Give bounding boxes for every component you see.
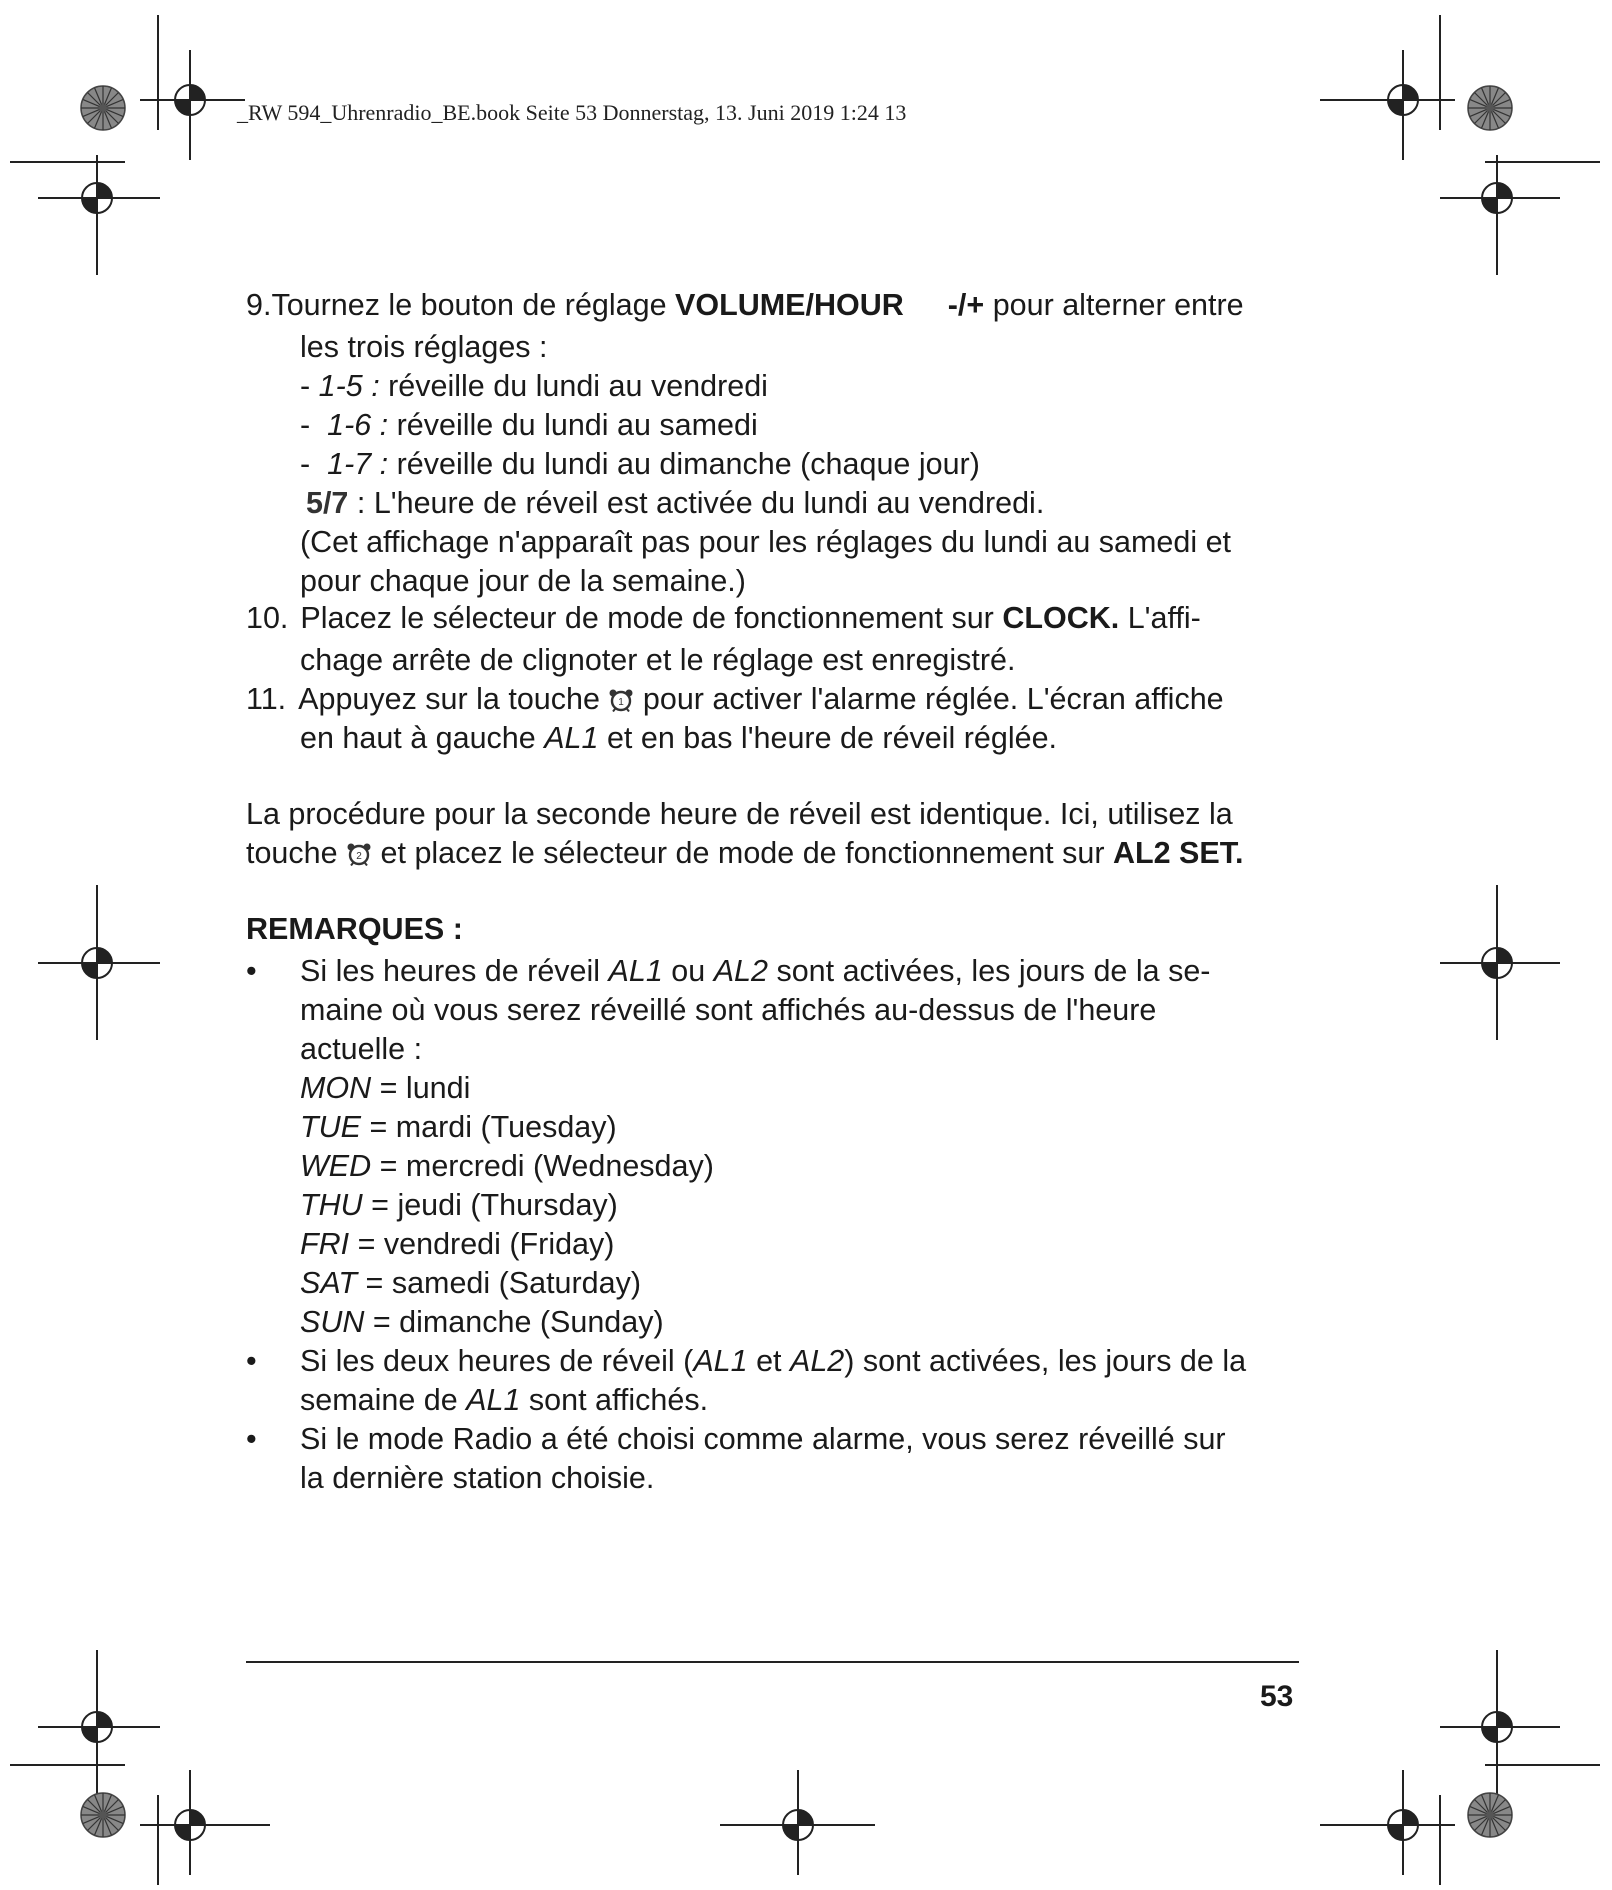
step-11-line-2: en haut à gauche AL1 et en bas l'heure de réveil réglée. [300,721,1058,755]
day-thu: THU = jeudi (Thursday) [300,1188,618,1222]
registration-mark-bottom-center [783,1810,813,1840]
step-10-line-1: 10. Placez le sélecteur de mode de fonctionnement sur CLOCK. L'affi- [246,601,1201,635]
alarm-2-icon [346,842,372,866]
day-sat: SAT = samedi (Saturday) [300,1266,642,1300]
step-number: 11. [246,682,287,716]
registration-mark-right-lower [1482,1712,1512,1742]
footer-rule [246,1661,1299,1663]
registration-mark-right-middle [1482,948,1512,978]
remark-2-line-1: Si les deux heures de réveil (AL1 et AL2) sont activées, les jours de la [300,1344,1247,1378]
step-number: 9. [246,288,272,322]
day-tue: TUE = mardi (Tuesday) [300,1110,617,1144]
svg-text:1: 1 [618,697,625,708]
step-9-note-2: pour chaque jour de la semaine.) [300,564,746,598]
remark-1-line-1: Si les heures de réveil AL1 ou AL2 sont activées, les jours de la se- [300,954,1211,988]
remark-3-line-2: la dernière station choisie. [300,1461,655,1495]
display-symbol: 5/7 [306,486,349,520]
step-9-note-1: (Cet affichage n'apparaît pas pour les réglages du lundi au samedi et [300,525,1232,559]
remark-1-line-3: actuelle : [300,1032,423,1066]
registration-mark-left-middle [82,948,112,978]
step-10-line-2: chage arrête de clignoter et le réglage est enregistré. [300,643,1016,677]
step-11-line-1: 11. Appuyez sur la touche 1 pour activer l'alarme réglée. L'écran affiche [246,682,1224,716]
step-9-line-2: les trois réglages : [300,330,548,364]
registration-mark-bottom-left [175,1810,205,1840]
registration-mark-bottom-right [1388,1810,1418,1840]
bullet: • [246,1344,257,1378]
svg-text:2: 2 [356,851,362,862]
star-mark-top-right [1468,86,1512,130]
remark-3-line-1: Si le mode Radio a été choisi comme alarme, vous serez réveillé sur [300,1422,1226,1456]
day-fri: FRI = vendredi (Friday) [300,1227,615,1261]
second-alarm-line-2: touche 2 et placez le sélecteur de mode de fonctionnement sur AL2 SET. [246,836,1244,870]
option-1-6: - 1-6 : réveille du lundi au samedi [300,408,758,442]
step-9-line-1: 9.Tournez le bouton de réglage VOLUME/HOUR -/+ pour alterner entre [246,288,1244,322]
star-mark-bottom-right [1468,1793,1512,1837]
page-number: 53 [1260,1680,1294,1713]
remark-2-line-2: semaine de AL1 sont affichés. [300,1383,709,1417]
step-number: 10. [246,601,289,635]
day-wed: WED = mercredi (Wednesday) [300,1149,714,1183]
day-sun: SUN = dimanche (Sunday) [300,1305,664,1339]
display-5-7-line: 5/7 : L'heure de réveil est activée du lundi au vendredi. [306,486,1045,520]
option-1-7: - 1-7 : réveille du lundi au dimanche (chaque jour) [300,447,980,481]
day-mon: MON = lundi [300,1071,471,1105]
remarks-heading: REMARQUES : [246,912,463,946]
registration-mark-left-upper [82,183,112,213]
second-alarm-line-1: La procédure pour la seconde heure de réveil est identique. Ici, utilisez la [246,797,1233,831]
alarm-1-icon [608,688,634,712]
option-1-5: - 1-5 : réveille du lundi au vendredi [300,369,768,403]
star-mark-bottom-left [81,1793,125,1837]
remark-1-line-2: maine où vous serez réveillé sont affichés au-dessus de l'heure [300,993,1157,1027]
registration-mark-right-upper [1482,183,1512,213]
registration-mark-top-left [175,85,205,115]
running-head: _RW 594_Uhrenradio_BE.book Seite 53 Donnerstag, 13. Juni 2019 1:24 13 [237,100,907,125]
registration-mark-top-right [1388,85,1418,115]
bullet: • [246,954,257,988]
control-name: VOLUME/HOUR [675,288,904,322]
control-suffix: -/+ [947,288,985,322]
registration-mark-left-lower [82,1712,112,1742]
bullet: • [246,1422,257,1456]
star-mark-top-left [81,86,125,130]
